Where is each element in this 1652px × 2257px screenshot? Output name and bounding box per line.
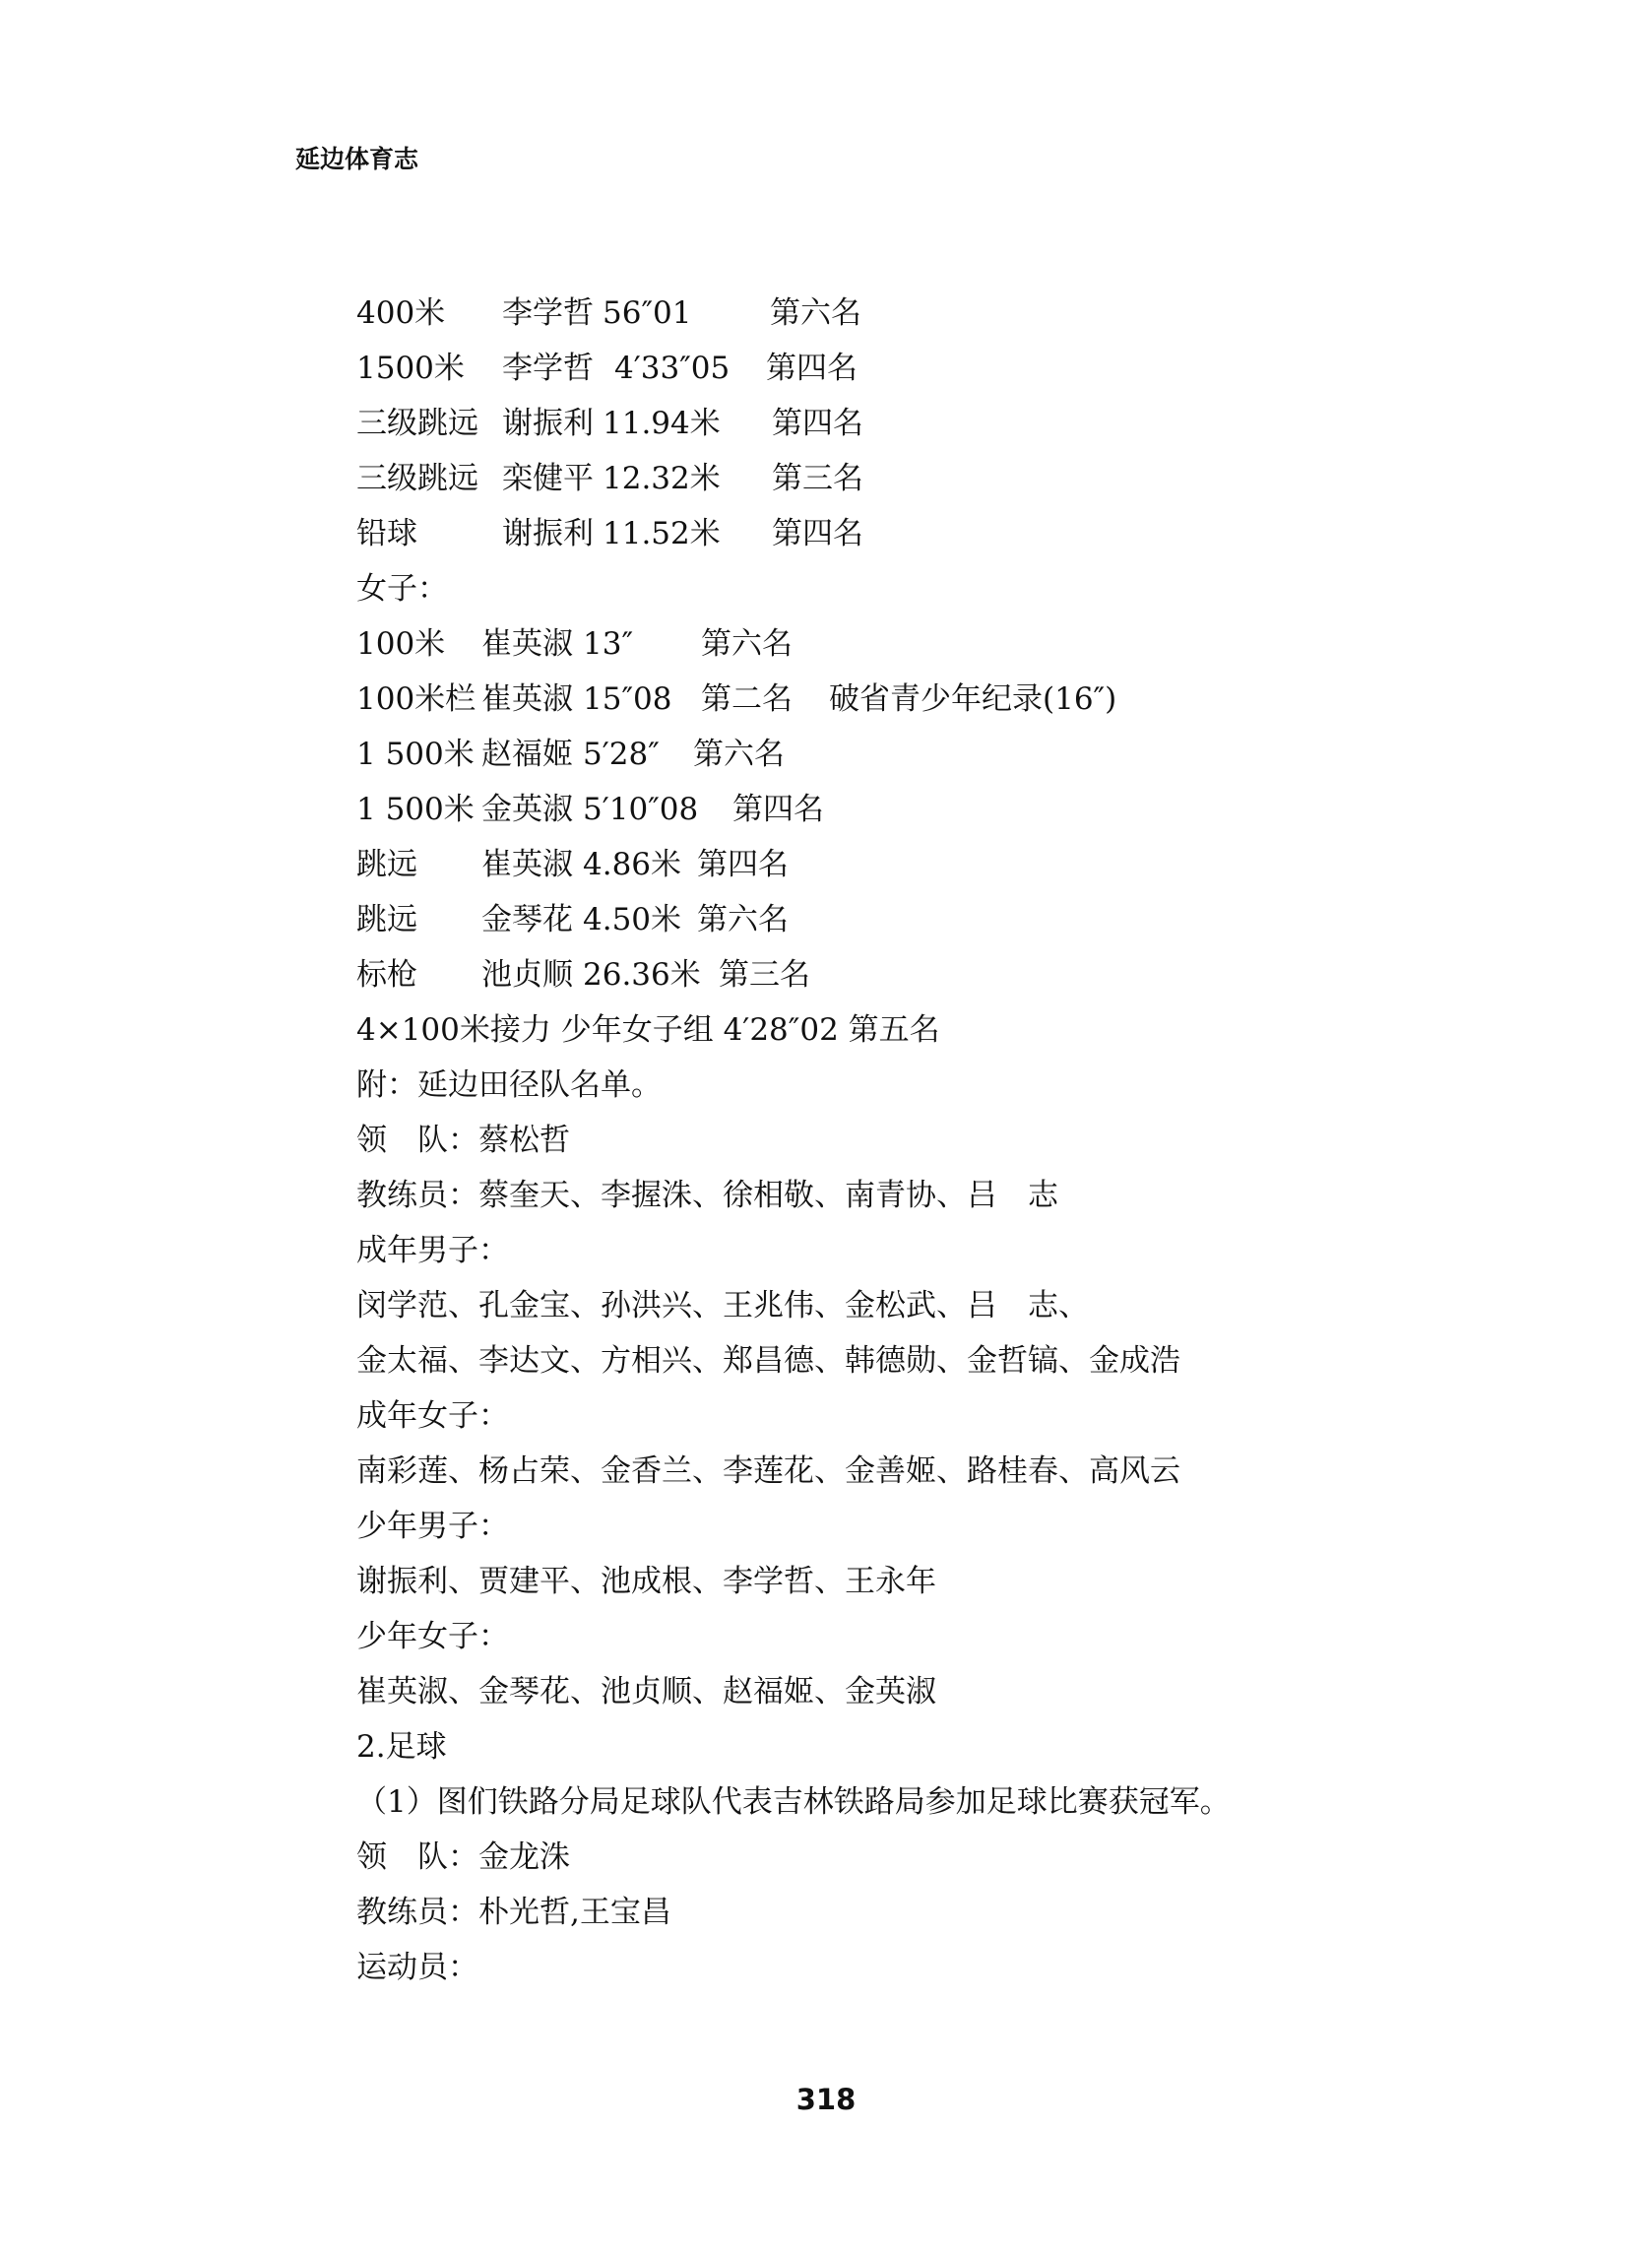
event: 400米	[356, 295, 446, 331]
rank: 第四名	[772, 406, 863, 441]
result: 4′33″05	[614, 351, 731, 386]
result: 11.52米	[603, 516, 721, 551]
result: 26.36米	[583, 957, 701, 993]
roster-leader: 领 队：蔡松哲	[356, 1123, 570, 1158]
result: 4.86米	[583, 847, 682, 882]
event: 跳远	[356, 847, 417, 882]
athlete: 崔英淑	[481, 681, 573, 717]
result: 56″01	[603, 295, 692, 331]
section-heading: 女子：	[356, 571, 448, 607]
athlete: 栾健平	[502, 461, 594, 496]
page-content	[356, 286, 1400, 1995]
result: 13″	[583, 626, 634, 662]
rank: 第六名	[770, 295, 861, 331]
result-row	[356, 506, 1400, 561]
athlete: 李学哲	[502, 351, 594, 386]
result-row	[356, 892, 1400, 947]
rank: 第四名	[772, 516, 863, 551]
athlete: 谢振利	[502, 516, 594, 551]
relay-result: 4×100米接力 少年女子组 4′28″02 第五名	[356, 1012, 940, 1048]
athlete: 金琴花	[481, 902, 573, 937]
rank: 第六名	[701, 626, 793, 662]
roster-adult-men-heading: 成年男子：	[356, 1233, 509, 1268]
result-row	[356, 451, 1400, 506]
roster-intro: 附：延边田径队名单。	[356, 1067, 662, 1103]
athlete: 李学哲	[502, 295, 594, 331]
roster-adult-women-heading: 成年女子：	[356, 1398, 509, 1434]
result: 15″08	[583, 681, 672, 717]
result-row	[356, 947, 1400, 1002]
event: 1500米	[356, 351, 465, 386]
page-number: 318	[795, 2083, 857, 2116]
result-row	[356, 837, 1400, 892]
rank: 第二名	[701, 681, 793, 717]
rank: 第六名	[693, 737, 785, 772]
athlete: 赵福姬	[481, 737, 573, 772]
result-row	[356, 341, 1400, 396]
result-row	[356, 672, 1400, 727]
page-header-title: 延边体育志	[295, 145, 419, 173]
rank: 第四名	[766, 351, 858, 386]
event: 100米	[356, 626, 446, 662]
rank: 第三名	[719, 957, 810, 993]
event: 1 500米	[356, 792, 475, 827]
result-row	[356, 286, 1400, 341]
result: 11.94米	[603, 406, 721, 441]
result: 12.32米	[603, 461, 721, 496]
athlete: 崔英淑	[481, 626, 573, 662]
event: 铅球	[356, 516, 417, 551]
roster-junior-women-heading: 少年女子：	[356, 1619, 509, 1654]
rank: 第四名	[697, 847, 789, 882]
roster-coaches: 教练员：蔡奎天、李握洙、徐相敬、南青协、吕 志	[356, 1178, 1058, 1213]
event: 三级跳远	[356, 461, 478, 496]
event: 标枪	[356, 957, 417, 993]
event: 1 500米	[356, 737, 475, 772]
rank: 第四名	[732, 792, 824, 827]
football-players-label: 运动员：	[356, 1950, 478, 1985]
roster-adult-men: 闵学范、孔金宝、孙洪兴、王兆伟、金松武、吕 志、	[356, 1288, 1089, 1323]
roster-junior-men: 谢振利、贾建平、池成根、李学哲、王永年	[356, 1564, 936, 1599]
result: 5′10″08	[583, 792, 699, 827]
result-row	[356, 782, 1400, 837]
roster-adult-men: 金太福、李达文、方相兴、郑昌德、韩德勋、金哲镐、金成浩	[356, 1343, 1180, 1379]
athlete: 谢振利	[502, 406, 594, 441]
roster-junior-women: 崔英淑、金琴花、池贞顺、赵福姬、金英淑	[356, 1674, 936, 1709]
athlete: 池贞顺	[481, 957, 573, 993]
athlete: 金英淑	[481, 792, 573, 827]
football-leader: 领 队：金龙洙	[356, 1839, 570, 1875]
record-note: 破省青少年纪录(16″)	[829, 681, 1117, 717]
result-row	[356, 616, 1400, 672]
rank: 第三名	[772, 461, 863, 496]
football-coaches: 教练员：朴光哲,王宝昌	[356, 1895, 671, 1930]
rank: 第六名	[697, 902, 789, 937]
event: 三级跳远	[356, 406, 478, 441]
result-row	[356, 727, 1400, 782]
roster-adult-women: 南彩莲、杨占荣、金香兰、李莲花、金善姬、路桂春、高风云	[356, 1453, 1180, 1489]
roster-junior-men-heading: 少年男子：	[356, 1509, 509, 1544]
event: 跳远	[356, 902, 417, 937]
result: 5′28″	[583, 737, 660, 772]
event: 100米栏	[356, 681, 477, 717]
football-heading: 2.足球	[356, 1729, 447, 1765]
athlete: 崔英淑	[481, 847, 573, 882]
result-row	[356, 396, 1400, 451]
football-item: （1）图们铁路分局足球队代表吉林铁路局参加足球比赛获冠军。	[356, 1784, 1231, 1820]
result: 4.50米	[583, 902, 682, 937]
